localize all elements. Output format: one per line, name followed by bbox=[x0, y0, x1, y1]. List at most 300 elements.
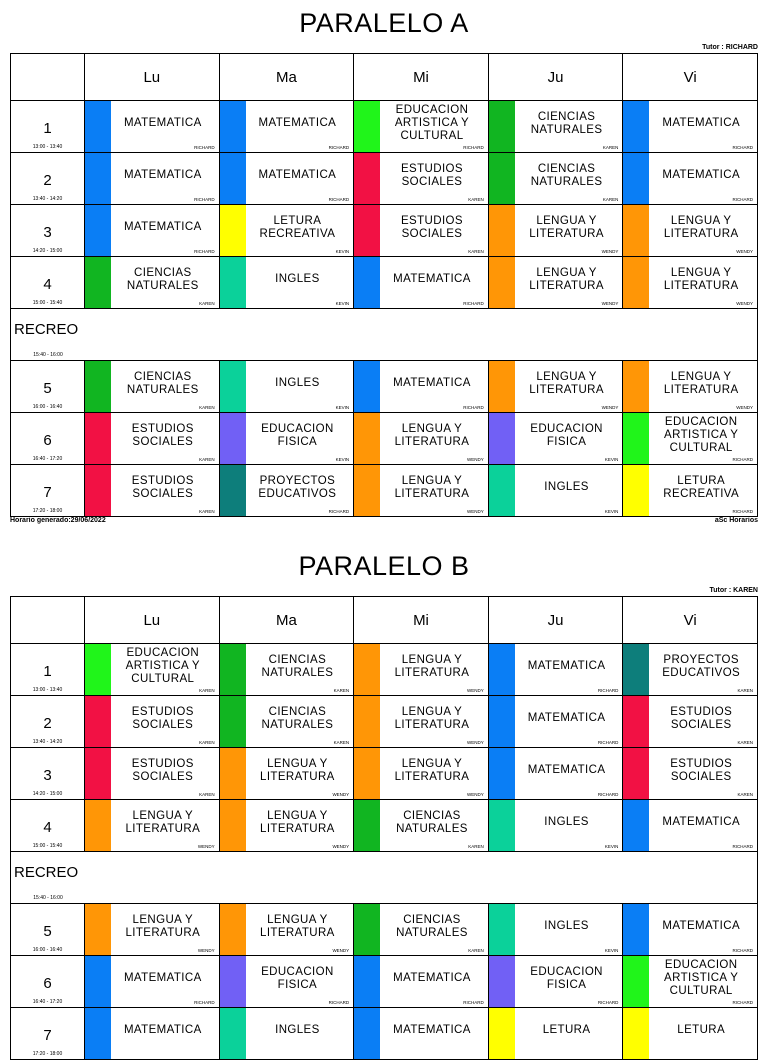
teacher-name: WENDY bbox=[736, 249, 753, 254]
subject-name: LENGUA Y LITERATURA bbox=[663, 214, 739, 240]
header-row bbox=[11, 54, 758, 101]
subject-color-bar bbox=[623, 696, 649, 747]
period-time: 16:00 - 16:40 bbox=[32, 947, 63, 953]
lesson-cell bbox=[219, 153, 354, 205]
subject-color-bar bbox=[85, 800, 111, 851]
subject-color-bar bbox=[489, 904, 515, 955]
subject-name: ESTUDIOS SOCIALES bbox=[131, 705, 194, 731]
teacher-name: WENDY bbox=[467, 740, 484, 745]
subject-color-bar bbox=[85, 904, 111, 955]
subject-name: EDUCACION ARTISTICA Y CULTURAL bbox=[664, 959, 739, 997]
subject-color-bar bbox=[354, 205, 380, 256]
period-time: 13:40 - 14:20 bbox=[32, 739, 63, 745]
subject-color-bar bbox=[489, 101, 515, 152]
lesson-cell bbox=[85, 257, 220, 309]
header-row bbox=[11, 597, 758, 644]
subject-name: ESTUDIOS SOCIALES bbox=[670, 757, 733, 783]
subject-name: MATEMATICA bbox=[258, 117, 337, 129]
lesson-cell bbox=[354, 257, 489, 309]
period-row bbox=[11, 205, 758, 257]
day-header: Vi bbox=[623, 54, 758, 101]
lesson-cell bbox=[488, 101, 623, 153]
subject-color-bar bbox=[623, 413, 649, 464]
subject-color-bar bbox=[623, 153, 649, 204]
teacher-name: KAREN bbox=[199, 405, 215, 410]
lesson-cell bbox=[623, 904, 758, 956]
teacher-name: WENDY bbox=[601, 405, 619, 410]
subject-color-bar bbox=[354, 800, 380, 851]
lesson-cell bbox=[219, 413, 354, 465]
subject-color-bar bbox=[489, 257, 515, 308]
subject-color-bar bbox=[220, 748, 246, 799]
teacher-name: KAREN bbox=[737, 792, 753, 797]
period-cell bbox=[11, 800, 85, 852]
period-row bbox=[11, 153, 758, 205]
period-time: 16:00 - 16:40 bbox=[32, 404, 63, 410]
lesson-cell bbox=[85, 153, 220, 205]
subject-name: INGLES bbox=[544, 920, 589, 932]
subject-name: MATEMATICA bbox=[123, 117, 202, 129]
teacher-name: KAREN bbox=[468, 948, 484, 953]
teacher-name: WENDY bbox=[197, 948, 215, 953]
period-number: 1 bbox=[43, 663, 52, 680]
period-time: 15:00 - 15:40 bbox=[32, 843, 63, 849]
subject-name: ESTUDIOS SOCIALES bbox=[131, 757, 194, 783]
period-number: 1 bbox=[43, 120, 52, 137]
teacher-name: KAREN bbox=[468, 197, 484, 202]
subject-name: PROYECTOS EDUCATIVOS bbox=[258, 474, 337, 500]
subject-name: EDUCACION FISICA bbox=[530, 422, 603, 448]
subject-name: CIENCIAS NATURALES bbox=[126, 266, 199, 292]
teacher-name: RICHARD bbox=[732, 197, 753, 202]
lesson-cell bbox=[488, 800, 623, 852]
lesson-cell bbox=[85, 413, 220, 465]
subject-name: CIENCIAS NATURALES bbox=[530, 162, 603, 188]
subject-color-bar bbox=[354, 644, 380, 695]
subject-name: LENGUA Y LITERATURA bbox=[260, 757, 335, 783]
lesson-cell bbox=[85, 205, 220, 257]
day-header: Ju bbox=[488, 597, 623, 644]
lesson-cell bbox=[219, 361, 354, 413]
teacher-name: WENDY bbox=[467, 792, 484, 797]
period-row bbox=[11, 1008, 758, 1060]
teacher-name: WENDY bbox=[467, 509, 484, 514]
lesson-cell bbox=[488, 1008, 623, 1060]
subject-color-bar bbox=[85, 1008, 111, 1059]
period-number: 2 bbox=[43, 715, 52, 732]
period-time: 16:40 - 17:20 bbox=[32, 999, 63, 1005]
period-number: 4 bbox=[43, 819, 52, 836]
subject-name: LENGUA Y LITERATURA bbox=[394, 474, 470, 500]
day-header: Lu bbox=[85, 597, 220, 644]
subject-color-bar bbox=[489, 205, 515, 256]
lesson-cell bbox=[354, 413, 489, 465]
period-cell bbox=[11, 904, 85, 956]
subject-name: EDUCACION ARTISTICA Y CULTURAL bbox=[125, 647, 200, 685]
lesson-cell bbox=[354, 800, 489, 852]
period-time: 14:20 - 15:00 bbox=[32, 248, 63, 254]
teacher-name: WENDY bbox=[332, 844, 350, 849]
teacher-name: KAREN bbox=[199, 457, 215, 462]
subject-color-bar bbox=[354, 257, 380, 308]
subject-name: ESTUDIOS SOCIALES bbox=[670, 705, 733, 731]
lesson-cell bbox=[488, 644, 623, 696]
lesson-cell bbox=[85, 748, 220, 800]
subject-color-bar bbox=[85, 644, 111, 695]
lesson-cell bbox=[219, 956, 354, 1008]
subject-name: MATEMATICA bbox=[123, 1024, 202, 1036]
subject-name: LENGUA Y LITERATURA bbox=[663, 370, 739, 396]
subject-name: EDUCACION FISICA bbox=[261, 422, 334, 448]
day-header: Vi bbox=[623, 597, 758, 644]
lesson-cell bbox=[219, 696, 354, 748]
subject-name: LETURA RECREATIVA bbox=[663, 474, 740, 500]
teacher-name: KEVIN bbox=[335, 405, 350, 410]
subject-name: MATEMATICA bbox=[662, 169, 741, 181]
teacher-name: RICHARD bbox=[194, 197, 215, 202]
lesson-cell bbox=[354, 748, 489, 800]
subject-color-bar bbox=[220, 1008, 246, 1059]
teacher-name: KEVIN bbox=[604, 457, 619, 462]
subject-name: MATEMATICA bbox=[123, 972, 202, 984]
lesson-cell bbox=[219, 904, 354, 956]
teacher-name: WENDY bbox=[197, 844, 215, 849]
lesson-cell bbox=[623, 101, 758, 153]
period-number: 7 bbox=[43, 484, 52, 501]
subject-name: LENGUA Y LITERATURA bbox=[394, 422, 470, 448]
lesson-cell bbox=[219, 644, 354, 696]
teacher-name: WENDY bbox=[467, 688, 484, 693]
subject-name: LENGUA Y LITERATURA bbox=[394, 757, 470, 783]
subject-name: LENGUA Y LITERATURA bbox=[125, 809, 201, 835]
recess-cell bbox=[11, 852, 758, 904]
period-cell bbox=[11, 956, 85, 1008]
lesson-cell bbox=[488, 257, 623, 309]
lesson-cell bbox=[354, 696, 489, 748]
subject-color-bar bbox=[354, 956, 380, 1007]
subject-name: MATEMATICA bbox=[393, 377, 471, 389]
lesson-cell bbox=[85, 361, 220, 413]
subject-color-bar bbox=[489, 465, 515, 516]
recess-row bbox=[11, 852, 758, 904]
teacher-name: RICHARD bbox=[732, 145, 753, 150]
teacher-name: KAREN bbox=[333, 740, 350, 745]
generated-date-label: Horario generado:29/06/2022 bbox=[10, 517, 106, 524]
teacher-name: RICHARD bbox=[194, 249, 215, 254]
period-number: 3 bbox=[43, 224, 52, 241]
period-time: 13:00 - 13:40 bbox=[32, 687, 63, 693]
subject-color-bar bbox=[354, 696, 380, 747]
subject-color-bar bbox=[220, 153, 246, 204]
section-title: PARALELO B bbox=[298, 551, 470, 581]
lesson-cell bbox=[488, 465, 623, 517]
lesson-cell bbox=[623, 413, 758, 465]
period-number: 5 bbox=[43, 923, 52, 940]
subject-name: MATEMATICA bbox=[527, 660, 606, 672]
subject-color-bar bbox=[220, 413, 246, 464]
subject-color-bar bbox=[489, 956, 515, 1007]
subject-color-bar bbox=[220, 465, 246, 516]
subject-name: INGLES bbox=[275, 1024, 320, 1036]
subject-color-bar bbox=[354, 413, 380, 464]
subject-color-bar bbox=[354, 101, 380, 152]
teacher-name: WENDY bbox=[601, 301, 619, 306]
teacher-name: KEVIN bbox=[335, 301, 350, 306]
teacher-name: KAREN bbox=[199, 301, 215, 306]
teacher-name: KAREN bbox=[199, 509, 215, 514]
subject-color-bar bbox=[85, 205, 111, 256]
lesson-cell bbox=[219, 205, 354, 257]
lesson-cell bbox=[488, 153, 623, 205]
lesson-cell bbox=[354, 153, 489, 205]
section-title: PARALELO A bbox=[299, 8, 469, 38]
teacher-name: WENDY bbox=[736, 301, 753, 306]
lesson-cell bbox=[354, 644, 489, 696]
subject-color-bar bbox=[354, 361, 380, 412]
lesson-cell bbox=[219, 748, 354, 800]
period-time: 14:20 - 15:00 bbox=[32, 791, 63, 797]
subject-color-bar bbox=[489, 696, 515, 747]
lesson-cell bbox=[488, 413, 623, 465]
subject-color-bar bbox=[489, 1008, 515, 1059]
recess-label: RECREO bbox=[14, 321, 79, 338]
subject-name: MATEMATICA bbox=[662, 920, 741, 932]
subject-color-bar bbox=[354, 1008, 380, 1059]
lesson-cell bbox=[354, 465, 489, 517]
period-row bbox=[11, 101, 758, 153]
subject-name: INGLES bbox=[275, 377, 320, 389]
teacher-name: RICHARD bbox=[328, 145, 350, 150]
subject-color-bar bbox=[85, 153, 111, 204]
subject-name: MATEMATICA bbox=[393, 1024, 471, 1036]
subject-color-bar bbox=[220, 800, 246, 851]
teacher-name: KAREN bbox=[199, 740, 215, 745]
subject-name: LENGUA Y LITERATURA bbox=[394, 653, 470, 679]
subject-name: INGLES bbox=[544, 816, 589, 828]
recess-cell bbox=[11, 309, 758, 361]
subject-color-bar bbox=[623, 748, 649, 799]
teacher-name: KAREN bbox=[199, 688, 215, 693]
teacher-name: RICHARD bbox=[194, 145, 215, 150]
teacher-name: RICHARD bbox=[597, 792, 619, 797]
lesson-cell bbox=[85, 904, 220, 956]
period-cell bbox=[11, 644, 85, 696]
lesson-cell bbox=[623, 465, 758, 517]
teacher-name: RICHARD bbox=[732, 844, 753, 849]
subject-name: CIENCIAS NATURALES bbox=[396, 809, 468, 835]
teacher-name: KAREN bbox=[468, 249, 484, 254]
subject-color-bar bbox=[623, 644, 649, 695]
teacher-name: RICHARD bbox=[732, 457, 753, 462]
lesson-cell bbox=[85, 101, 220, 153]
teacher-name: KAREN bbox=[602, 145, 619, 150]
subject-color-bar bbox=[489, 361, 515, 412]
period-time: 15:00 - 15:40 bbox=[32, 300, 63, 306]
teacher-name: RICHARD bbox=[328, 509, 350, 514]
day-header: Ju bbox=[488, 54, 623, 101]
teacher-name: WENDY bbox=[467, 457, 484, 462]
period-time: 13:00 - 13:40 bbox=[32, 144, 63, 150]
software-credit-label: aSc Horarios bbox=[714, 517, 758, 524]
period-time: 16:40 - 17:20 bbox=[32, 456, 63, 462]
subject-color-bar bbox=[220, 904, 246, 955]
teacher-name: KAREN bbox=[602, 197, 619, 202]
period-row bbox=[11, 644, 758, 696]
subject-color-bar bbox=[85, 413, 111, 464]
subject-color-bar bbox=[623, 904, 649, 955]
period-number: 6 bbox=[43, 432, 52, 449]
subject-name: LETURA bbox=[542, 1024, 591, 1036]
tutor-label: Tutor : KAREN bbox=[709, 587, 758, 594]
subject-name: LENGUA Y LITERATURA bbox=[260, 809, 335, 835]
lesson-cell bbox=[488, 361, 623, 413]
lesson-cell bbox=[488, 956, 623, 1008]
subject-color-bar bbox=[220, 361, 246, 412]
lesson-cell bbox=[623, 748, 758, 800]
lesson-cell bbox=[354, 956, 489, 1008]
subject-color-bar bbox=[85, 748, 111, 799]
recess-row bbox=[11, 309, 758, 361]
subject-color-bar bbox=[220, 644, 246, 695]
lesson-cell bbox=[85, 644, 220, 696]
teacher-name: RICHARD bbox=[597, 740, 619, 745]
teacher-name: KEVIN bbox=[604, 844, 619, 849]
teacher-name: RICHARD bbox=[463, 405, 484, 410]
lesson-cell bbox=[623, 205, 758, 257]
subject-color-bar bbox=[489, 413, 515, 464]
subject-name: PROYECTOS EDUCATIVOS bbox=[662, 653, 741, 679]
subject-name: INGLES bbox=[275, 273, 320, 285]
subject-color-bar bbox=[85, 257, 111, 308]
period-cell bbox=[11, 153, 85, 205]
day-header: Lu bbox=[85, 54, 220, 101]
teacher-name: RICHARD bbox=[597, 688, 619, 693]
subject-name: MATEMATICA bbox=[662, 117, 741, 129]
period-row bbox=[11, 800, 758, 852]
period-row bbox=[11, 748, 758, 800]
lesson-cell bbox=[623, 257, 758, 309]
subject-name: LENGUA Y LITERATURA bbox=[260, 913, 335, 939]
lesson-cell bbox=[488, 205, 623, 257]
teacher-name: KAREN bbox=[199, 792, 215, 797]
teacher-name: RICHARD bbox=[194, 1000, 215, 1005]
subject-color-bar bbox=[220, 101, 246, 152]
period-row bbox=[11, 956, 758, 1008]
teacher-name: RICHARD bbox=[597, 1000, 619, 1005]
subject-color-bar bbox=[623, 956, 649, 1007]
subject-name: LENGUA Y LITERATURA bbox=[529, 266, 604, 292]
subject-name: CIENCIAS NATURALES bbox=[261, 705, 334, 731]
teacher-name: RICHARD bbox=[463, 301, 484, 306]
header-corner bbox=[11, 54, 85, 101]
teacher-name: RICHARD bbox=[463, 145, 484, 150]
period-number: 4 bbox=[43, 276, 52, 293]
teacher-name: RICHARD bbox=[463, 1000, 484, 1005]
lesson-cell bbox=[219, 800, 354, 852]
lesson-cell bbox=[354, 361, 489, 413]
teacher-name: KAREN bbox=[333, 688, 350, 693]
lesson-cell bbox=[623, 800, 758, 852]
teacher-name: KAREN bbox=[737, 688, 753, 693]
period-cell bbox=[11, 205, 85, 257]
subject-color-bar bbox=[354, 153, 380, 204]
lesson-cell bbox=[219, 1008, 354, 1060]
teacher-name: KEVIN bbox=[604, 948, 619, 953]
subject-name: INGLES bbox=[544, 481, 589, 493]
teacher-name: RICHARD bbox=[732, 509, 753, 514]
subject-color-bar bbox=[623, 1008, 649, 1059]
teacher-name: KEVIN bbox=[335, 249, 350, 254]
subject-color-bar bbox=[85, 696, 111, 747]
period-row bbox=[11, 465, 758, 517]
subject-name: EDUCACION FISICA bbox=[530, 965, 603, 991]
day-header: Ma bbox=[219, 54, 354, 101]
schedule-paralelo-b bbox=[0, 543, 768, 1057]
subject-color-bar bbox=[220, 956, 246, 1007]
subject-color-bar bbox=[623, 205, 649, 256]
subject-name: LENGUA Y LITERATURA bbox=[394, 705, 470, 731]
subject-name: LENGUA Y LITERATURA bbox=[529, 214, 604, 240]
period-number: 6 bbox=[43, 975, 52, 992]
subject-name: MATEMATICA bbox=[662, 816, 741, 828]
subject-color-bar bbox=[220, 257, 246, 308]
period-row bbox=[11, 361, 758, 413]
subject-color-bar bbox=[623, 465, 649, 516]
period-time: 17:20 - 18:00 bbox=[32, 508, 63, 514]
teacher-name: RICHARD bbox=[732, 1000, 753, 1005]
lesson-cell bbox=[85, 800, 220, 852]
subject-name: MATEMATICA bbox=[393, 972, 471, 984]
period-time: 17:20 - 18:00 bbox=[32, 1051, 63, 1057]
teacher-name: KAREN bbox=[737, 740, 753, 745]
lesson-cell bbox=[354, 101, 489, 153]
subject-color-bar bbox=[623, 361, 649, 412]
teacher-name: WENDY bbox=[736, 405, 753, 410]
lesson-cell bbox=[488, 696, 623, 748]
period-cell bbox=[11, 413, 85, 465]
subject-name: ESTUDIOS SOCIALES bbox=[400, 162, 463, 188]
tutor-label: Tutor : RICHARD bbox=[702, 44, 758, 51]
period-cell bbox=[11, 101, 85, 153]
subject-name: MATEMATICA bbox=[123, 221, 202, 233]
subject-name: LENGUA Y LITERATURA bbox=[663, 266, 739, 292]
timetable-grid bbox=[10, 53, 758, 517]
subject-color-bar bbox=[354, 465, 380, 516]
lesson-cell bbox=[354, 205, 489, 257]
subject-name: LETURA RECREATIVA bbox=[259, 214, 336, 240]
lesson-cell bbox=[623, 696, 758, 748]
subject-color-bar bbox=[220, 696, 246, 747]
teacher-name: WENDY bbox=[601, 249, 619, 254]
subject-color-bar bbox=[623, 101, 649, 152]
subject-color-bar bbox=[623, 257, 649, 308]
subject-name: MATEMATICA bbox=[123, 169, 202, 181]
subject-color-bar bbox=[489, 800, 515, 851]
teacher-name: WENDY bbox=[332, 948, 350, 953]
period-time: 13:40 - 14:20 bbox=[32, 196, 63, 202]
teacher-name: RICHARD bbox=[732, 948, 753, 953]
subject-color-bar bbox=[85, 465, 111, 516]
lesson-cell bbox=[85, 465, 220, 517]
period-cell bbox=[11, 257, 85, 309]
subject-color-bar bbox=[85, 361, 111, 412]
teacher-name: RICHARD bbox=[328, 1000, 350, 1005]
lesson-cell bbox=[219, 101, 354, 153]
lesson-cell bbox=[85, 696, 220, 748]
period-row bbox=[11, 257, 758, 309]
subject-color-bar bbox=[85, 956, 111, 1007]
teacher-name: KEVIN bbox=[335, 457, 350, 462]
